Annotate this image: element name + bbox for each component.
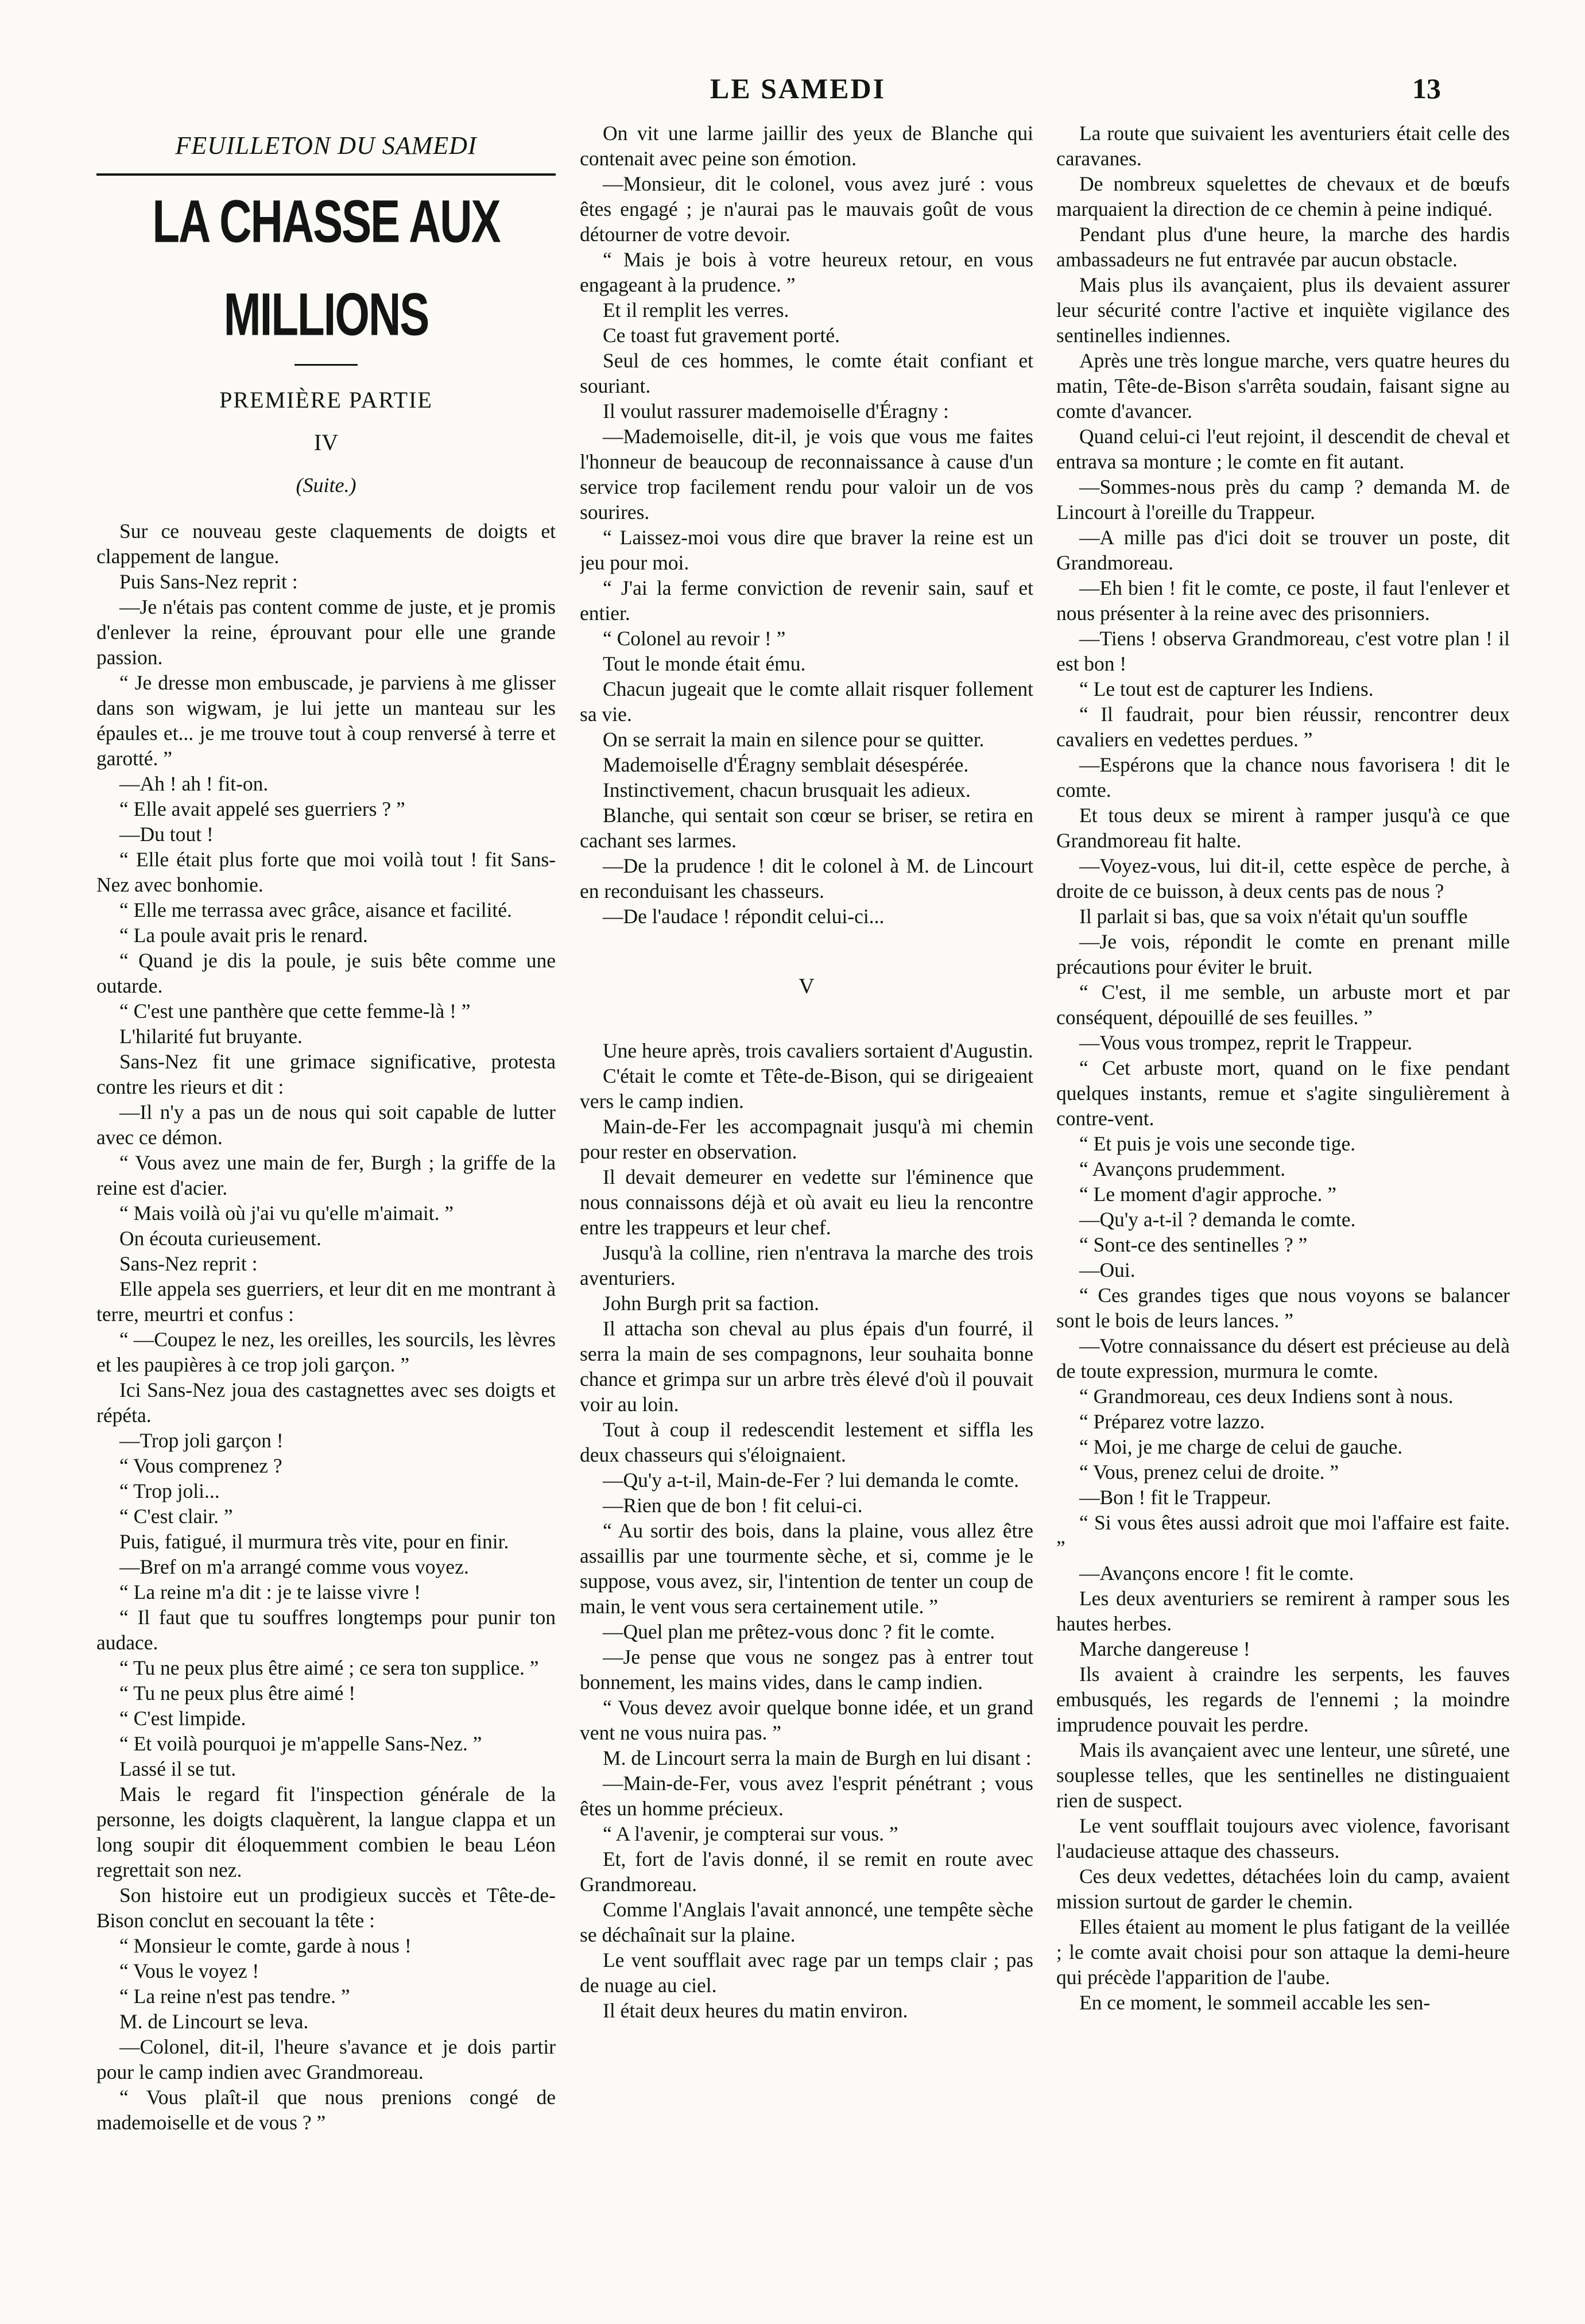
paragraph: —Je n'étais pas content comme de juste, et je promis d'enlever la reine, éprouvant pour elle une grande passion. [96,595,556,669]
paragraph: Blanche, qui sentait son cœur se briser, se retira en cachant ses larmes. [580,804,1033,852]
paragraph: “ Mais je bois à votre heureux retour, en vous engageant à la prudence. ” [580,248,1033,296]
paragraph: Quand celui-ci l'eut rejoint, il descendit de cheval et entrava sa monture ; le comte en fit autant. [1056,425,1510,473]
paragraph: “ C'est clair. ” [119,1505,233,1528]
paragraph: —Tiens ! observa Grandmoreau, c'est votre plan ! il est bon ! [1056,627,1510,675]
paragraph: —Main-de-Fer, vous avez l'esprit pénétrant ; vous êtes un homme précieux. [580,1772,1033,1820]
paragraph: “ Il faut que tu souffres longtemps pour punir ton audace. [96,1606,556,1654]
paragraph: —Ah ! ah ! fit-on. [119,772,269,795]
paragraph: —Rien que de bon ! fit celui-ci. [603,1494,863,1517]
paragraph: —Bon ! fit le Trappeur. [1079,1486,1272,1509]
paragraph: Ce toast fut gravement porté. [603,324,840,347]
paragraph: C'était le comte et Tête-de-Bison, qui se dirigeaient vers le camp indien. [580,1064,1033,1113]
paragraph: “ Sont-ce des sentinelles ? ” [1079,1233,1308,1256]
short-divider [294,364,358,366]
paragraph: Il était deux heures du matin environ. [603,1999,908,2022]
paragraph: Le vent soufflait toujours avec violence, favorisant l'audacieuse attaque des chasseurs. [1056,1814,1510,1862]
paragraph: —De l'audace ! répondit celui-ci... [603,905,885,928]
paragraph: —Quel plan me prêtez-vous donc ? fit le comte. [603,1620,995,1643]
paragraph: Elle appela ses guerriers, et leur dit en me montrant à terre, meurtri et confus : [96,1277,556,1326]
paragraph: “ A l'avenir, je compterai sur vous. ” [603,1822,898,1845]
paragraph: “ Tu ne peux plus être aimé ! [119,1682,356,1705]
paragraph: Mais ils avançaient avec une lenteur, une sûreté, une souplesse telles, que les sentinelles ne distinguaient rien de suspect. [1056,1738,1510,1812]
paragraph: “ Colonel au revoir ! ” [603,627,786,650]
paragraph: “ La poule avait pris le renard. [119,924,368,947]
paragraph: Il parlait si bas, que sa voix n'était qu'un souffle [1079,905,1468,928]
paragraph: Après une très longue marche, vers quatre heures du matin, Tête-de-Bison s'arrêta soudain, faisant signe au comte d'avancer. [1056,349,1510,423]
paragraph: Chacun jugeait que le comte allait risquer follement sa vie. [580,677,1033,726]
paragraph: Marche dangereuse ! [1079,1637,1250,1660]
paragraph: “ Cet arbuste mort, quand on le fixe pendant quelques instants, remue et s'agite singulièrement à contre-vent. [1056,1056,1510,1130]
paragraph: —Je pense que vous ne songez pas à entrer tout bonnement, les mains vides, dans le camp indien. [580,1645,1033,1694]
paragraph: —A mille pas d'ici doit se trouver un poste, dit Grandmoreau. [1056,526,1510,574]
paragraph: —Espérons que la chance nous favorisera ! dit le comte. [1056,753,1510,801]
paragraph: Ces deux vedettes, détachées loin du camp, avaient mission surtout de garder le chemin. [1056,1865,1510,1913]
paragraph: Puis, fatigué, il murmura très vite, pour en finir. [119,1530,509,1553]
paragraph: “ Préparez votre lazzo. [1079,1410,1265,1433]
paragraph: “ Vous, prenez celui de droite. ” [1079,1461,1339,1484]
column-2 [580,121,1033,2302]
paragraph: Instinctivement, chacun brusquait les adieux. [603,778,971,801]
paragraph: Sans-Nez reprit : [119,1252,258,1275]
paragraph: —Mademoiselle, dit-il, je vois que vous me faites l'honneur de beaucoup de reconnaissance à cause d'un service trop facilement rendu pour valoir un de vos sourires. [580,425,1033,524]
paragraph: —Avançons encore ! fit le comte. [1079,1562,1354,1585]
paragraph: “ Et puis je vois une seconde tige. [1079,1132,1356,1155]
paragraph: M. de Lincourt se leva. [119,2010,309,2033]
paragraph: —Voyez-vous, lui dit-il, cette espèce de perche, à droite de ce buisson, à deux cents pas de nous ? [1056,854,1510,903]
paragraph: “ Laissez-moi vous dire que braver la reine est un jeu pour moi. [580,526,1033,574]
journal-title: LE SAMEDI [710,72,886,104]
paragraph: “ Avançons prudemment. [1079,1157,1286,1180]
paragraph: Et il remplit les verres. [603,299,789,322]
paragraph: Une heure après, trois cavaliers sortaient d'Augustin. [603,1039,1033,1062]
paragraph: —Qu'y a-t-il ? demanda le comte. [1079,1208,1356,1231]
paragraph: Tout le monde était ému. [603,652,806,675]
paragraph: —Oui. [1079,1258,1136,1281]
paragraph: Sans-Nez fit une grimace significative, protesta contre les rieurs et dit : [96,1050,556,1098]
column-3-text [1056,121,1510,2015]
paragraph: Seul de ces hommes, le comte était confiant et souriant. [580,349,1033,397]
paragraph: La route que suivaient les aventuriers était celle des caravanes. [1056,122,1510,170]
paragraph: “ Le moment d'agir approche. ” [1079,1183,1336,1206]
paragraph: “ Elle était plus forte que moi voilà tout ! fit Sans-Nez avec bonhomie. [96,848,556,896]
column-1-text [96,518,556,2135]
paragraph: En ce moment, le sommeil accable les sen- [1079,1991,1431,2014]
paragraph: Mais plus ils avançaient, plus ils devaient assurer leur sécurité contre l'active et inquiète vigilance des sentinelles indiennes. [1056,273,1510,347]
paragraph: “ C'est limpide. [119,1707,246,1730]
paragraph: Ici Sans-Nez joua des castagnettes avec ses doigts et répéta. [96,1378,556,1427]
chapter-heading: IV [313,429,339,455]
paragraph: Mademoiselle d'Éragny semblait désespérée. [603,753,969,776]
paragraph: Mais le regard fit l'inspection générale de la personne, les doigts claquèrent, la langue clappa et un long soupir dit éloquemment combien le beau Léon regrettait son nez. [96,1783,556,1881]
suite-note: (Suite.) [296,474,356,497]
paragraph: Son histoire eut un prodigieux succès et Tête-de-Bison conclut en secouant la tête : [96,1884,556,1932]
paragraph: —Du tout ! [119,823,214,846]
paragraph: On se serrait la main en silence pour se quitter. [603,728,985,751]
paragraph: —Monsieur, dit le colonel, vous avez juré : vous êtes engagé ; je n'aurai pas le mauvais goût de vous détourner de votre devoir. [580,172,1033,246]
paragraph: —Bref on m'a arrangé comme vous voyez. [119,1555,469,1578]
column-2-text-bottom [580,1038,1033,2023]
paragraph: —Vous vous trompez, reprit le Trappeur. [1079,1031,1413,1054]
paragraph: Jusqu'à la colline, rien n'entrava la marche des trois aventuriers. [580,1241,1033,1289]
paragraph: Tout à coup il redescendit lestement et siffla les deux chasseurs qui s'éloignaient. [580,1418,1033,1466]
part-heading: PREMIÈRE PARTIE [219,387,433,413]
paragraph: “ Tu ne peux plus être aimé ; ce sera ton supplice. ” [119,1656,539,1679]
paragraph: —Qu'y a-t-il, Main-de-Fer ? lui demanda le comte. [603,1469,1020,1492]
paragraph: —Il n'y a pas un de nous qui soit capable de lutter avec ce démon. [96,1101,556,1149]
paragraph: Ils avaient à craindre les serpents, les fauves embusqués, les regards de l'ennemi ; la moindre imprudence pouvait les perdre. [1056,1663,1510,1736]
paragraph: On vit une larme jaillir des yeux de Blanche qui contenait avec peine son émotion. [580,122,1033,170]
paragraph: Puis Sans-Nez reprit : [119,570,298,593]
paragraph: “ Si vous êtes aussi adroit que moi l'affaire est faite. ” [1056,1511,1510,1559]
paragraph: “ Vous plaît-il que nous prenions congé de mademoiselle et de vous ? ” [96,2086,556,2134]
paragraph: Et, fort de l'avis donné, il se remit en route avec Grandmoreau. [580,1847,1033,1896]
paragraph: Il attacha son cheval au plus épais d'un fourré, il serra la main de ses compagnons, leur souhaita bonne chance et grimpa sur un arbre très élevé d'où il pouvait voir au loin. [580,1317,1033,1416]
page-number: 13 [1412,72,1441,104]
page-header [0,0,1585,121]
paragraph: Les deux aventuriers se remirent à ramper sous les hautes herbes. [1056,1587,1510,1635]
paragraph: Le vent soufflait avec rage par un temps clair ; pas de nuage au ciel. [580,1949,1033,1997]
paragraph: —Colonel, dit-il, l'heure s'avance et je dois partir pour le camp indien avec Grandmoreau. [96,2035,556,2083]
column-2-text-top [580,121,1033,929]
paragraph: Et tous deux se mirent à ramper jusqu'à ce que Grandmoreau fit halte. [1056,804,1510,852]
paragraph: “ Trop joli... [119,1479,220,1502]
paragraph: —Je vois, répondit le comte en prenant mille précautions pour éviter le bruit. [1056,930,1510,978]
paragraph: “ Vous devez avoir quelque bonne idée, et un grand vent ne vous nuira pas. ” [580,1696,1033,1744]
paragraph: “ Au sortir des bois, dans la plaine, vous allez être assaillis par une tourmente sèche, et si, comme je le suppose, vous avez, sir, l'intention de tenter un coup de main, le vent vous sera certainement utile. ” [580,1519,1033,1618]
paragraph: On écouta curieusement. [119,1227,321,1250]
paragraph: “ Ces grandes tiges que nous voyons se balancer sont le bois de leurs lances. ” [1056,1284,1510,1332]
paragraph: Elles étaient au moment le plus fatigant de la veillée ; le comte avait choisi pour son attaque la demi-heure qui précède l'apparition de l'aube. [1056,1915,1510,1989]
paragraph: Comme l'Anglais l'avait annoncé, une tempête sèche se déchaînait sur la plaine. [580,1898,1033,1946]
paragraph: “ Vous le voyez ! [119,1959,259,1982]
paragraph: “ Moi, je me charge de celui de gauche. [1079,1435,1403,1458]
paragraph: “ Grandmoreau, ces deux Indiens sont à nous. [1079,1385,1454,1408]
paragraph: “ Vous comprenez ? [119,1454,282,1477]
paragraph: “ C'est, il me semble, un arbuste mort et par conséquent, dépouillé de ses feuilles. ” [1056,981,1510,1029]
chapter-v-heading: V [799,974,815,998]
paragraph: M. de Lincourt serra la main de Burgh en lui disant : [603,1746,1032,1769]
paragraph: “ C'est une panthère que cette femme-là ! ” [119,1000,471,1022]
paragraph: “ Je dresse mon embuscade, je parviens à me glisser dans son wigwam, je lui jette un manteau sur les épaules et... je me trouve tout à coup renversé à terre et garotté. ” [96,671,556,770]
paragraph: “ Elle me terrassa avec grâce, aisance et facilité. [119,898,512,921]
paragraph: Lassé il se tut. [119,1757,237,1780]
paragraph: Main-de-Fer les accompagnait jusqu'à mi chemin pour rester en observation. [580,1115,1033,1163]
paragraph: “ —Coupez le nez, les oreilles, les sourcils, les lèvres et les paupières à ce trop joli garçon. ” [96,1328,556,1376]
paragraph: Il devait demeurer en vedette sur l'éminence que nous connaissons déjà et où avait eu lieu la rencontre entre les trappeurs et leur chef. [580,1165,1033,1239]
paragraph: Sur ce nouveau geste claquements de doigts et clappement de langue. [96,520,556,568]
paragraph: De nombreux squelettes de chevaux et de bœufs marquaient la direction de ce chemin à peine indiqué. [1056,172,1510,220]
paragraph: John Burgh prit sa faction. [603,1292,819,1315]
paragraph: L'hilarité fut bruyante. [119,1025,303,1048]
paragraph: —Trop joli garçon ! [119,1429,284,1452]
paragraph: “ Monsieur le comte, garde à nous ! [119,1934,412,1957]
paragraph: “ Mais voilà où j'ai vu qu'elle m'aimait. ” [119,1202,454,1225]
paragraph: “ Quand je dis la poule, je suis bête comme une outarde. [96,949,556,997]
feuilleton-label: FEUILLETON DU SAMEDI [175,131,477,160]
paragraph: —Sommes-nous près du camp ? demanda M. de Lincourt à l'oreille du Trappeur. [1056,475,1510,524]
paragraph: “ Vous avez une main de fer, Burgh ; la griffe de la reine est d'acier. [96,1151,556,1199]
paragraph: Il voulut rassurer mademoiselle d'Éragny : [603,400,949,423]
paragraph: “ La reine n'est pas tendre. ” [119,1985,350,2008]
paragraph: “ Le tout est de capturer les Indiens. [1079,677,1374,700]
paragraph: “ J'ai la ferme conviction de revenir sain, sauf et entier. [580,576,1033,625]
story-title: LA CHASSE AUX MILLIONS [152,187,500,348]
paragraph: “ La reine m'a dit : je te laisse vivre ! [119,1581,421,1603]
column-3 [1056,121,1510,2302]
paragraph: —De la prudence ! dit le colonel à M. de Lincourt en reconduisant les chasseurs. [580,854,1033,903]
paragraph: “ Elle avait appelé ses guerriers ? ” [119,797,405,820]
paragraph: —Eh bien ! fit le comte, ce poste, il faut l'enlever et nous présenter à la reine avec des prisonniers. [1056,576,1510,625]
column-1 [96,121,556,2302]
paragraph: Pendant plus d'une heure, la marche des hardis ambassadeurs ne fut entravée par aucun obstacle. [1056,223,1510,271]
paragraph: “ Et voilà pourquoi je m'appelle Sans-Nez. ” [119,1732,482,1755]
paragraph: —Votre connaissance du désert est précieuse au delà de toute expression, murmura le comte. [1056,1334,1510,1382]
paragraph: “ Il faudrait, pour bien réussir, rencontrer deux cavaliers en vedettes perdues. ” [1056,703,1510,751]
